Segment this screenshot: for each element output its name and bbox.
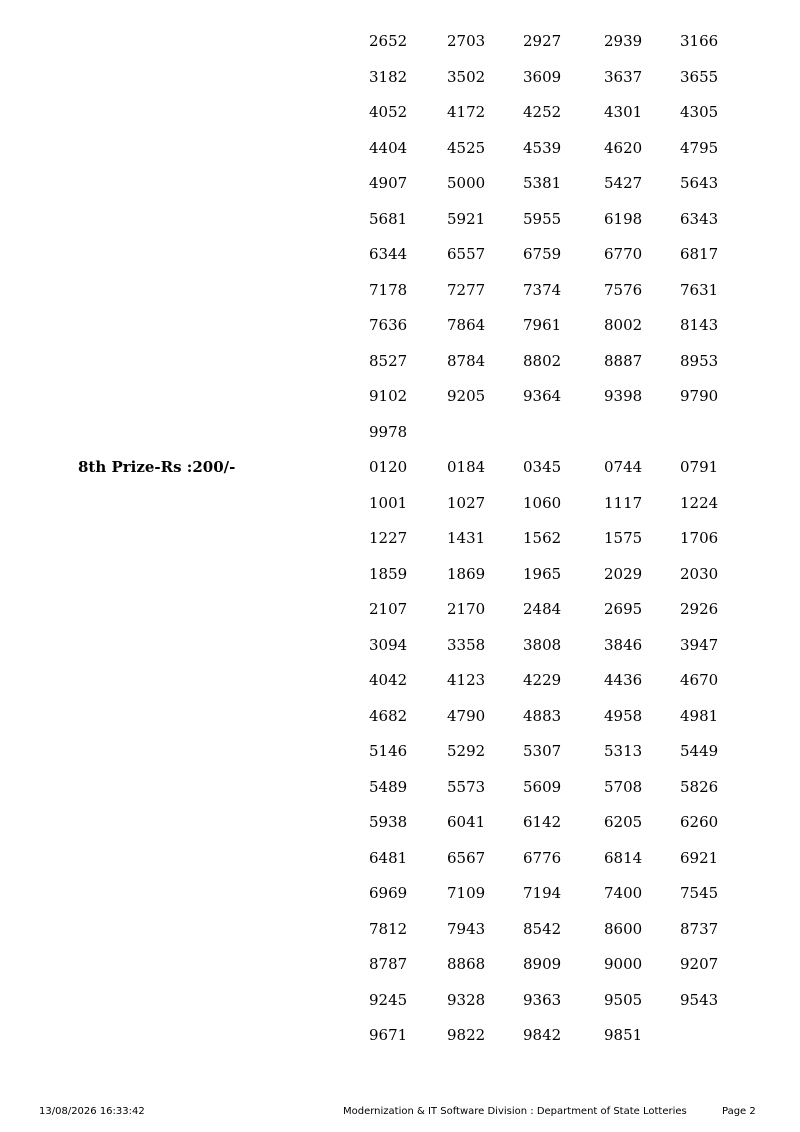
ticket-number: 9364 — [523, 387, 562, 405]
result-row — [0, 313, 800, 337]
ticket-number: 4404 — [369, 139, 408, 157]
ticket-number: 7109 — [447, 884, 486, 902]
result-row — [0, 881, 800, 905]
ticket-number: 4981 — [680, 707, 719, 725]
ticket-number: 4301 — [604, 103, 643, 121]
ticket-number: 1224 — [680, 494, 719, 512]
result-row — [0, 917, 800, 941]
ticket-number: 1575 — [604, 529, 643, 547]
ticket-number: 5573 — [447, 778, 486, 796]
result-row — [0, 633, 800, 657]
result-row — [0, 207, 800, 231]
ticket-number: 4525 — [447, 139, 486, 157]
ticket-number: 9205 — [447, 387, 486, 405]
footer-division: Modernization & IT Software Division : Department of State Lotteries — [343, 1106, 687, 1117]
result-row — [0, 739, 800, 763]
result-row — [0, 100, 800, 124]
ticket-number: 7277 — [447, 281, 486, 299]
footer-timestamp: 13/08/2026 16:33:42 — [39, 1106, 145, 1117]
result-row — [0, 775, 800, 799]
ticket-number: 1859 — [369, 565, 408, 583]
ticket-number: 4907 — [369, 174, 408, 192]
result-row — [0, 846, 800, 870]
ticket-number: 2703 — [447, 32, 486, 50]
result-row — [0, 242, 800, 266]
ticket-number: 3808 — [523, 636, 562, 654]
ticket-number: 6770 — [604, 245, 643, 263]
ticket-number: 9842 — [523, 1026, 562, 1044]
result-row — [0, 455, 800, 479]
ticket-number: 8542 — [523, 920, 562, 938]
ticket-number: 3094 — [369, 636, 408, 654]
ticket-number: 8802 — [523, 352, 562, 370]
ticket-number: 7943 — [447, 920, 486, 938]
ticket-number: 2170 — [447, 600, 486, 618]
ticket-number: 3846 — [604, 636, 643, 654]
ticket-number: 6142 — [523, 813, 562, 831]
ticket-number: 7961 — [523, 316, 562, 334]
ticket-number: 5427 — [604, 174, 643, 192]
ticket-number: 5826 — [680, 778, 719, 796]
ticket-number: 3947 — [680, 636, 719, 654]
ticket-number: 4305 — [680, 103, 719, 121]
result-row — [0, 562, 800, 586]
ticket-number: 6260 — [680, 813, 719, 831]
ticket-number: 4539 — [523, 139, 562, 157]
ticket-number: 2030 — [680, 565, 719, 583]
ticket-number: 9543 — [680, 991, 719, 1009]
result-row — [0, 171, 800, 195]
ticket-number: 6198 — [604, 210, 643, 228]
result-row — [0, 988, 800, 1012]
ticket-number: 0184 — [447, 458, 486, 476]
ticket-number: 4042 — [369, 671, 408, 689]
ticket-number: 5313 — [604, 742, 643, 760]
ticket-number: 3655 — [680, 68, 719, 86]
ticket-number: 1117 — [604, 494, 643, 512]
ticket-number: 8909 — [523, 955, 562, 973]
ticket-number: 3609 — [523, 68, 562, 86]
ticket-number: 4883 — [523, 707, 562, 725]
result-row — [0, 349, 800, 373]
result-row — [0, 65, 800, 89]
ticket-number: 5681 — [369, 210, 408, 228]
result-row — [0, 278, 800, 302]
prize-label: 8th Prize-Rs :200/- — [78, 458, 236, 476]
ticket-number: 5643 — [680, 174, 719, 192]
ticket-number: 4229 — [523, 671, 562, 689]
result-row — [0, 420, 800, 444]
ticket-number: 6041 — [447, 813, 486, 831]
ticket-number: 9790 — [680, 387, 719, 405]
ticket-number: 1431 — [447, 529, 486, 547]
ticket-number: 6343 — [680, 210, 719, 228]
ticket-number: 5381 — [523, 174, 562, 192]
ticket-number: 1060 — [523, 494, 562, 512]
ticket-number: 8143 — [680, 316, 719, 334]
ticket-number: 6969 — [369, 884, 408, 902]
ticket-number: 9245 — [369, 991, 408, 1009]
ticket-number: 9328 — [447, 991, 486, 1009]
ticket-number: 5489 — [369, 778, 408, 796]
ticket-number: 0744 — [604, 458, 643, 476]
ticket-number: 0120 — [369, 458, 408, 476]
ticket-number: 2484 — [523, 600, 562, 618]
ticket-number: 1027 — [447, 494, 486, 512]
ticket-number: 7374 — [523, 281, 562, 299]
ticket-number: 2695 — [604, 600, 643, 618]
ticket-number: 9207 — [680, 955, 719, 973]
ticket-number: 6921 — [680, 849, 719, 867]
ticket-number: 0791 — [680, 458, 719, 476]
ticket-number: 0345 — [523, 458, 562, 476]
ticket-number: 5000 — [447, 174, 486, 192]
ticket-number: 3637 — [604, 68, 643, 86]
result-row — [0, 526, 800, 550]
ticket-number: 7864 — [447, 316, 486, 334]
ticket-number: 7400 — [604, 884, 643, 902]
ticket-number: 1001 — [369, 494, 408, 512]
ticket-number: 4682 — [369, 707, 408, 725]
ticket-number: 8868 — [447, 955, 486, 973]
ticket-number: 5708 — [604, 778, 643, 796]
ticket-number: 6344 — [369, 245, 408, 263]
result-row — [0, 810, 800, 834]
ticket-number: 2939 — [604, 32, 643, 50]
result-row — [0, 1023, 800, 1047]
ticket-number: 2107 — [369, 600, 408, 618]
ticket-number: 4252 — [523, 103, 562, 121]
result-row — [0, 597, 800, 621]
ticket-number: 7545 — [680, 884, 719, 902]
ticket-number: 8600 — [604, 920, 643, 938]
ticket-number: 3166 — [680, 32, 719, 50]
ticket-number: 7576 — [604, 281, 643, 299]
result-row — [0, 668, 800, 692]
ticket-number: 5146 — [369, 742, 408, 760]
ticket-number: 8527 — [369, 352, 408, 370]
ticket-number: 9102 — [369, 387, 408, 405]
ticket-number: 3182 — [369, 68, 408, 86]
ticket-number: 8887 — [604, 352, 643, 370]
ticket-number: 4795 — [680, 139, 719, 157]
ticket-number: 6759 — [523, 245, 562, 263]
ticket-number: 9978 — [369, 423, 408, 441]
ticket-number: 5955 — [523, 210, 562, 228]
ticket-number: 9363 — [523, 991, 562, 1009]
ticket-number: 1562 — [523, 529, 562, 547]
ticket-number: 8953 — [680, 352, 719, 370]
ticket-number: 4436 — [604, 671, 643, 689]
result-row — [0, 384, 800, 408]
ticket-number: 6481 — [369, 849, 408, 867]
ticket-number: 7631 — [680, 281, 719, 299]
ticket-number: 7194 — [523, 884, 562, 902]
ticket-number: 9851 — [604, 1026, 643, 1044]
ticket-number: 1706 — [680, 529, 719, 547]
ticket-number: 5921 — [447, 210, 486, 228]
ticket-number: 9505 — [604, 991, 643, 1009]
ticket-number: 1227 — [369, 529, 408, 547]
ticket-number: 4958 — [604, 707, 643, 725]
ticket-number: 7636 — [369, 316, 408, 334]
footer-page-number: Page 2 — [722, 1106, 756, 1117]
ticket-number: 5938 — [369, 813, 408, 831]
ticket-number: 1869 — [447, 565, 486, 583]
result-row — [0, 704, 800, 728]
ticket-number: 3502 — [447, 68, 486, 86]
result-row — [0, 491, 800, 515]
ticket-number: 2652 — [369, 32, 408, 50]
ticket-number: 6557 — [447, 245, 486, 263]
ticket-number: 4620 — [604, 139, 643, 157]
ticket-number: 2927 — [523, 32, 562, 50]
page-footer — [0, 1103, 800, 1121]
ticket-number: 1965 — [523, 565, 562, 583]
ticket-number: 4123 — [447, 671, 486, 689]
ticket-number: 9671 — [369, 1026, 408, 1044]
ticket-number: 9398 — [604, 387, 643, 405]
ticket-number: 4052 — [369, 103, 408, 121]
ticket-number: 6205 — [604, 813, 643, 831]
result-row — [0, 29, 800, 53]
ticket-number: 9000 — [604, 955, 643, 973]
ticket-number: 5292 — [447, 742, 486, 760]
ticket-number: 5449 — [680, 742, 719, 760]
ticket-number: 8002 — [604, 316, 643, 334]
ticket-number: 4790 — [447, 707, 486, 725]
ticket-number: 6567 — [447, 849, 486, 867]
ticket-number: 3358 — [447, 636, 486, 654]
ticket-number: 5609 — [523, 778, 562, 796]
ticket-number: 6814 — [604, 849, 643, 867]
ticket-number: 8784 — [447, 352, 486, 370]
result-row — [0, 136, 800, 160]
ticket-number: 2926 — [680, 600, 719, 618]
ticket-number: 5307 — [523, 742, 562, 760]
ticket-number: 4670 — [680, 671, 719, 689]
ticket-number: 6817 — [680, 245, 719, 263]
ticket-number: 9822 — [447, 1026, 486, 1044]
ticket-number: 4172 — [447, 103, 486, 121]
result-row — [0, 952, 800, 976]
ticket-number: 7812 — [369, 920, 408, 938]
ticket-number: 8737 — [680, 920, 719, 938]
ticket-number: 7178 — [369, 281, 408, 299]
ticket-number: 6776 — [523, 849, 562, 867]
ticket-number: 8787 — [369, 955, 408, 973]
ticket-number: 2029 — [604, 565, 643, 583]
